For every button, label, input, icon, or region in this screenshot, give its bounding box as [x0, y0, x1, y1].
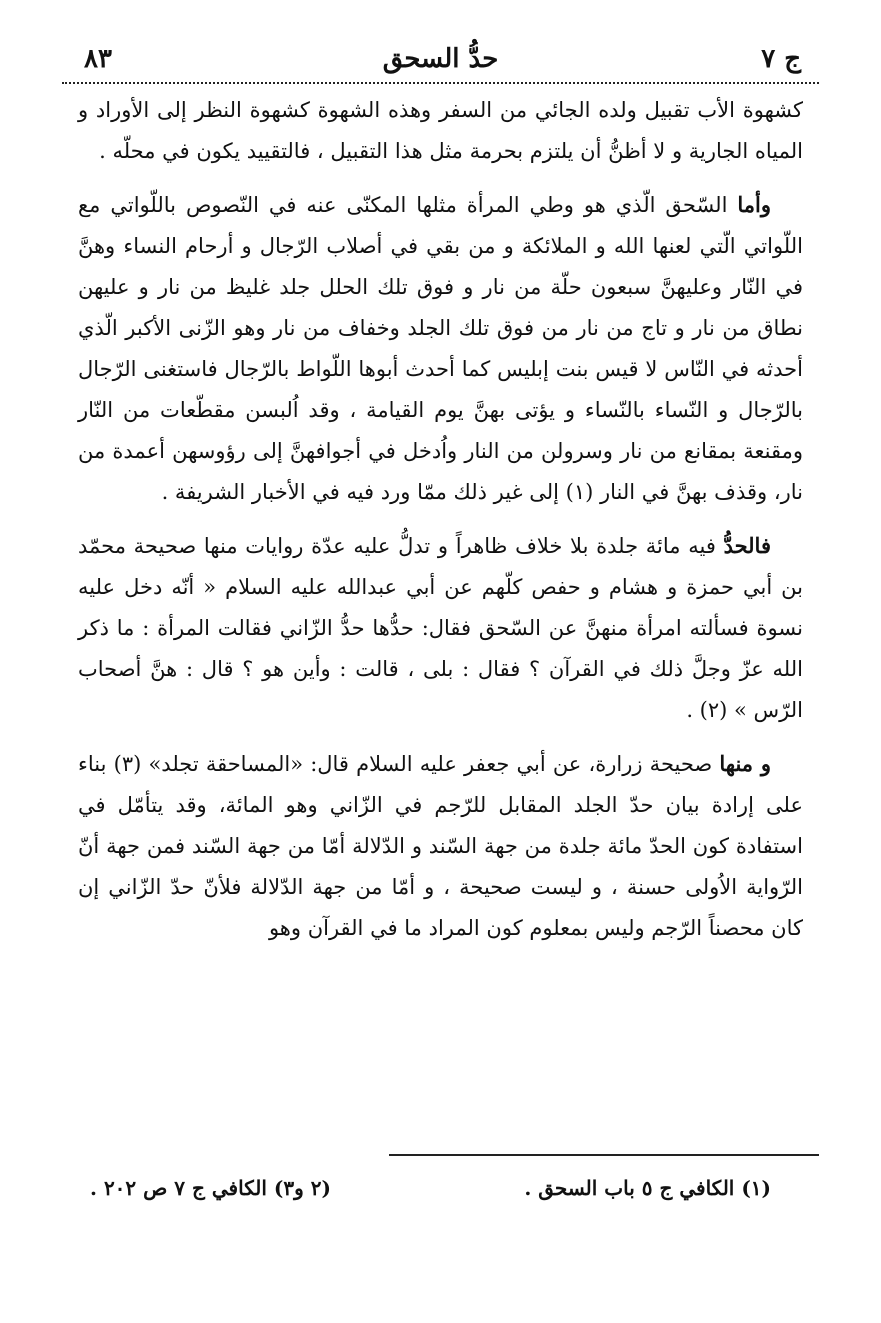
paragraph-lead: و منها — [719, 751, 771, 776]
paragraph — [78, 90, 803, 172]
paragraph-text: فيه مائة جلدة بلا خلاف ظاهراً و تدلُّ عليه عدّة روايات منها صحيحة محمّد بن أبي حمزة و هشام و حفص كلّهم عن أبي عبدالله عليه السلام « أنّه دخل عليه نسوة فسألته امرأة منهنَّ عن السّحق فقال: حدُّها حدُّ الزّاني فقالت المرأة : ما ذكر الله عزّ وجلَّ ذلك في القرآن ؟ فقال : بلى ، قالت : وأين هو ؟ قال : هنَّ أصحاب الرّس » (٢) . — [78, 534, 803, 722]
paragraph-text: السّحق الّذي هو وطي المرأة مثلها المكنّى عنه في النّصوص باللّواتي مع اللّواتي الّتي لعنها الله و الملائكة و من بقي في أصلاب الرّجال و أرحام النساء وهنَّ في النّار وعليهنَّ سبعون حلّة من نار و فوق تلك الحلل جلد غليظ من نار و عليهن نطاق من نار و تاج من نار من فوق تلك الجلد وخفاف من نار وهو الزّنى الأكبر الّذي أحدثه في النّاس لا قيس بنت إبليس كما أحدث أبوها اللّواط بالرّجال فاستغنى الرّجال بالرّجال و النّساء بالنّساء و يؤتى بهنَّ يوم القيامة ، وقد اُلبسن مقطّعات من النّار ومقنعة بمقانع من نار وسرولن من النار واُدخل في أجوافهنَّ إلى رؤوسهن أعمدة من نار، وقذف بهنَّ في النار (١) إلى غير ذلك ممّا ورد فيه في الأخبار الشريفة . — [78, 193, 803, 504]
volume-label: ج ٧ — [761, 44, 801, 74]
paragraph — [78, 525, 803, 731]
body-text — [78, 90, 803, 961]
paragraph-text: صحيحة زرارة، عن أبي جعفر عليه السلام قال: «المساحقة تجلد» (٣) بناء على إرادة بيان حدّ الجلد المقابل للرّجم في الزّاني وهو المائة، وقد يتأمّل في استفادة كون الحدّ مائة جلدة من جهة السّند و الدّلالة أمّا من جهة السّند فمن جهة أنّ الرّواية الاُولى حسنة ، و ليست صحيحة ، و أمّا من جهة الدّلالة فلأنّ حدّ الزّاني إن كان محصناً الرّجم وليس بمعلوم كون المراد ما في القرآن وهو — [78, 752, 803, 940]
page-number: ٨٣ — [84, 44, 112, 74]
footnote-1: (١) الكافي ج ٥ باب السحق . — [524, 1176, 771, 1200]
header-dotted-rule — [62, 82, 819, 84]
footnotes — [90, 1176, 771, 1216]
page-header — [62, 44, 819, 80]
paragraph-lead: فالحدُّ — [723, 533, 771, 558]
running-title: حدُّ السحق — [382, 44, 499, 74]
paragraph-text: كشهوة الأب تقبيل ولده الجائي من السفر وهذه الشهوة كشهوة النظر إلى الأوراد و المياه الجارية و لا أظنُّ أن يلتزم بحرمة مثل هذا التقبيل ، فالتقييد يكون في محلّه . — [78, 98, 804, 163]
footnote-2-3: (٢ و٣) الكافي ج ٧ ص ٢٠٢ . — [90, 1176, 331, 1200]
paragraph-lead: وأما — [737, 192, 771, 217]
footnote-rule — [389, 1154, 819, 1156]
paragraph — [78, 743, 803, 949]
paragraph — [78, 184, 803, 513]
